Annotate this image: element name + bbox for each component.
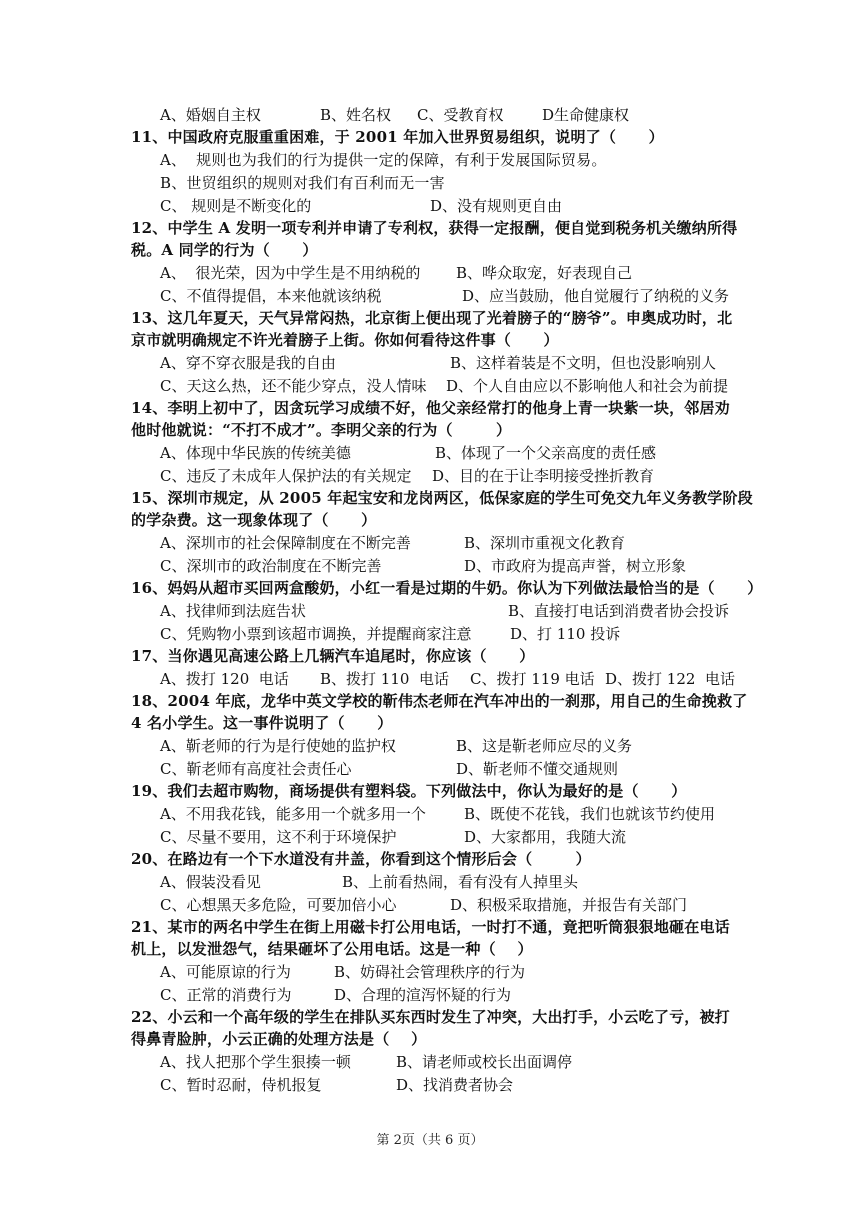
q10-option-d: D生命健康权 <box>542 106 630 124</box>
q15-stem-line1: 15、深圳市规定，从 2005 年起宝安和龙岗两区，低保家庭的学生可免交九年义务教学阶段 <box>131 489 753 507</box>
q13-stem-line2: 京市就明确规定不许光着膀子上街。你如何看待这件事（ ） <box>131 331 559 349</box>
q16-option-b: B、直接打电话到消费者协会投诉 <box>508 602 730 620</box>
q21-option-c: C、正常的消费行为 <box>160 986 292 1004</box>
q19-stem: 19、我们去超市购物，商场提供有塑料袋。下列做法中，你认为最好的是（ ） <box>131 782 687 800</box>
q15-option-b: B、深圳市重视文化教育 <box>464 534 626 552</box>
q17-stem: 17、当你遇见高速公路上几辆汽车追尾时，你应该（ ） <box>131 647 535 665</box>
q12-option-b: B、哗众取宠，好表现自己 <box>456 264 633 282</box>
q20-option-a: A、假装没看见 <box>160 873 261 891</box>
q21-option-a: A、可能原谅的行为 <box>160 963 291 981</box>
q13-option-a: A、穿不穿衣服是我的自由 <box>160 354 336 372</box>
q10-option-a: A、婚姻自主权 <box>160 106 261 124</box>
q14-option-d: D、目的在于让李明接受挫折教育 <box>432 467 655 485</box>
q13-option-c: C、天这么热，还不能少穿点，没人情味 <box>160 377 427 395</box>
q12-stem-line1: 12、中学生 A 发明一项专利并申请了专利权，获得一定报酬，便自觉到税务机关缴纳所得 <box>131 219 738 237</box>
q15-option-c: C、深圳市的政治制度在不断完善 <box>160 557 382 575</box>
q21-stem-line1: 21、某市的两名中学生在街上用磁卡打公用电话，一时打不通，竟把听筒狠狠地砸在电话 <box>131 918 730 936</box>
q18-option-a: A、靳老师的行为是行使她的监护权 <box>160 737 396 755</box>
q19-option-d: D、大家都用，我随大流 <box>464 828 627 846</box>
q15-option-d: D、市政府为提高声誉，树立形象 <box>464 557 687 575</box>
q14-option-b: B、体现了一个父亲高度的责任感 <box>435 444 657 462</box>
q18-stem-line1: 18、2004 年底，龙华中英文学校的靳伟杰老师在汽车冲出的一刹那，用自己的生命挽救了 <box>131 692 748 710</box>
q13-option-d: D、个人自由应以不影响他人和社会为前提 <box>446 377 729 395</box>
q14-stem-line2: 他时他就说：“不打不成才”。李明父亲的行为（ ） <box>131 421 512 439</box>
q11-option-c: C、 规则是不断变化的 <box>160 197 312 215</box>
q12-stem-line2: 税。A 同学的行为（ ） <box>131 241 318 259</box>
q14-option-c: C、违反了未成年人保护法的有关规定 <box>160 467 412 485</box>
q22-option-c: C、暂时忍耐，侍机报复 <box>160 1076 322 1094</box>
q19-option-b: B、既使不花钱，我们也就该节约使用 <box>464 805 716 823</box>
q11-option-b: B、世贸组织的规则对我们有百利而无一害 <box>160 174 445 192</box>
q20-option-b: B、上前看热闹，看有没有人掉里头 <box>342 873 579 891</box>
q22-stem-line1: 22、小云和一个高年级的学生在排队买东西时发生了冲突，大出打手，小云吃了亏，被打 <box>131 1008 730 1026</box>
q12-option-d: D、应当鼓励，他自觉履行了纳税的义务 <box>462 287 730 305</box>
q13-option-b: B、这样着装是不文明，但也没影响别人 <box>450 354 717 372</box>
q10-option-c: C、受教育权 <box>417 106 504 124</box>
q21-stem-line2: 机上，以发泄怨气，结果砸坏了公用电话。这是一种（ ） <box>131 940 533 958</box>
q17-option-c: C、拨打 119 电话 <box>470 670 595 688</box>
q16-option-a: A、找律师到法庭告状 <box>160 602 306 620</box>
q17-option-d: D、拨打 122 电话 <box>605 670 735 688</box>
page-footer: 第 2页（共 6 页） <box>376 1133 484 1148</box>
q17-option-b: B、拨打 110 电话 <box>320 670 449 688</box>
q19-option-c: C、尽量不要用，这不利于环境保护 <box>160 828 397 846</box>
q17-option-a: A、拨打 120 电话 <box>160 670 289 688</box>
q18-stem-line2: 4 名小学生。这一事件说明了（ ） <box>131 714 393 732</box>
q21-option-b: B、妨碍社会管理秩序的行为 <box>334 963 526 981</box>
q16-option-c: C、凭购物小票到该超市调换，并提醒商家注意 <box>160 625 472 643</box>
q18-option-d: D、靳老师不懂交通规则 <box>456 760 619 778</box>
q12-option-c: C、不值得提倡，本来他就该纳税 <box>160 287 382 305</box>
q11-option-a: A、 规则也为我们的行为提供一定的保障，有利于发展国际贸易。 <box>160 151 607 169</box>
q21-option-d: D、合理的渲泻怀疑的行为 <box>334 986 512 1004</box>
q14-option-a: A、体现中华民族的传统美德 <box>160 444 351 462</box>
q10-option-b: B、姓名权 <box>320 106 392 124</box>
q18-option-b: B、这是靳老师应尽的义务 <box>456 737 633 755</box>
q18-option-c: C、靳老师有高度社会责任心 <box>160 760 352 778</box>
q11-stem: 11、中国政府克服重重困难，于 2001 年加入世界贸易组织，说明了（ ） <box>131 128 664 146</box>
q20-stem: 20、在路边有一个下水道没有井盖，你看到这个情形后会（ ） <box>131 850 591 868</box>
q20-option-c: C、心想黑天多危险，可要加倍小心 <box>160 896 397 914</box>
q14-stem-line1: 14、李明上初中了，因贪玩学习成绩不好，他父亲经常打的他身上青一块紫一块，邻居劝 <box>131 399 730 417</box>
q22-option-a: A、找人把那个学生狠揍一顿 <box>160 1053 351 1071</box>
q12-option-a: A、 很光荣，因为中学生是不用纳税的 <box>160 264 421 282</box>
q19-option-a: A、不用我花钱，能多用一个就多用一个 <box>160 805 426 823</box>
q13-stem-line1: 13、这几年夏天，天气异常闷热，北京街上便出现了光着膀子的“膀爷”。申奥成功时，北 <box>131 309 733 327</box>
q15-stem-line2: 的学杂费。这一现象体现了（ ） <box>131 511 377 529</box>
q22-stem-line2: 得鼻青脸肿，小云正确的处理方法是（ ） <box>131 1030 427 1048</box>
q20-option-d: D、积极采取措施，并报告有关部门 <box>450 896 688 914</box>
q15-option-a: A、深圳市的社会保障制度在不断完善 <box>160 534 411 552</box>
q22-option-b: B、请老师或校长出面调停 <box>396 1053 573 1071</box>
q22-option-d: D、找消费者协会 <box>396 1076 514 1094</box>
q16-option-d: D、打 110 投诉 <box>510 625 621 643</box>
q11-option-d: D、没有规则更自由 <box>430 197 563 215</box>
q16-stem: 16、妈妈从超市买回两盒酸奶，小红一看是过期的牛奶。你认为下列做法最恰当的是（ ） <box>131 579 763 597</box>
